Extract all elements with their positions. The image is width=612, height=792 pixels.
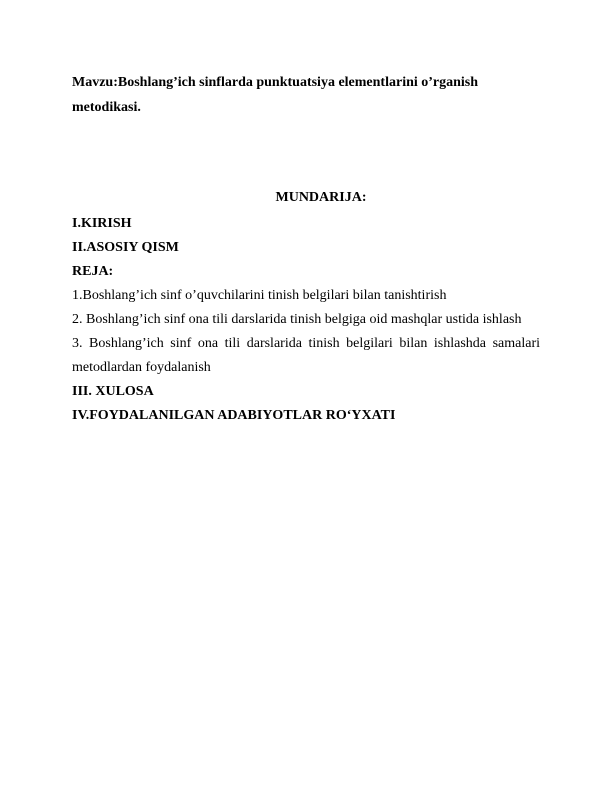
toc-item-references: IV.FOYDALANILGAN ADABIYOTLAR RO‘YXATI — [72, 408, 396, 423]
topic-title-line-1: Mavzu:Boshlang’ich sinflarda punktuatsiya elementlarini o’rganish — [72, 75, 479, 90]
toc-item-introduction: I.KIRISH — [72, 216, 132, 231]
topic-title — [72, 70, 542, 120]
toc-item-plan-3: 3. Boshlang’ich sinf ona tili darslarida tinish belgilari bilan ishlashda samalari metodlardan foydalanish — [72, 336, 540, 375]
toc-item-plan-2: 2. Boshlang’ich sinf ona tili darslarida tinish belgiga oid mashqlar ustida ishlash — [72, 312, 522, 327]
toc-item-main-part: II.ASOSIY QISM — [72, 240, 179, 255]
toc-item-plan: REJA: — [72, 264, 114, 279]
contents-heading: MUNDARIJA: — [275, 190, 367, 205]
topic-title-line-2: metodikasi. — [72, 100, 141, 115]
toc-item-plan-1: 1.Boshlang’ich sinf o’quvchilarini tinish belgilari bilan tanishtirish — [72, 288, 447, 303]
table-of-contents — [72, 212, 540, 428]
toc-item-conclusion: III. XULOSA — [72, 384, 154, 399]
